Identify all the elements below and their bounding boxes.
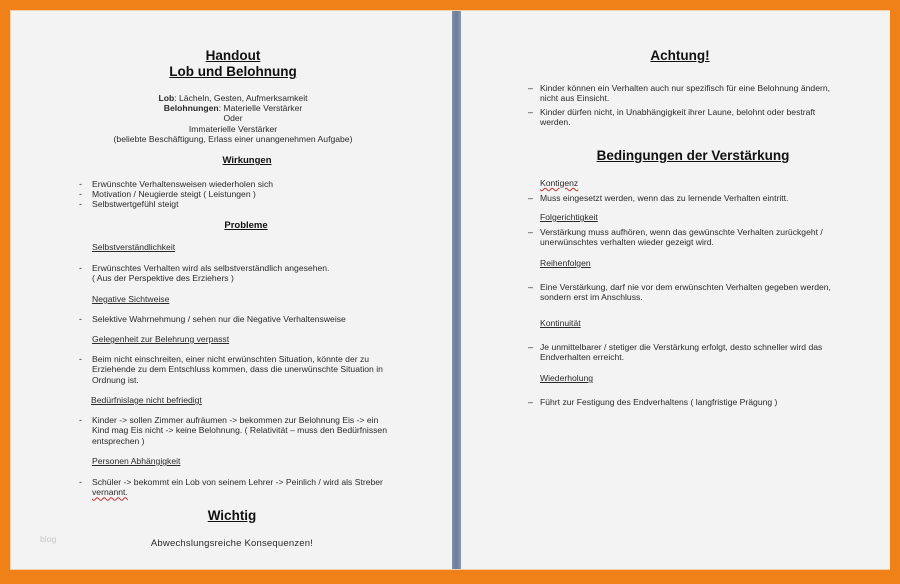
intro-lob: Lob: Lächeln, Gesten, Aufmerksamkeit xyxy=(158,93,308,103)
list-item: – Kinder können ein Verhalten auch nur spezifisch für eine Belohnung ändern, nicht aus Einsicht. xyxy=(528,83,831,104)
list-item: - Selektive Wahrnehmung / sehen nur die Negative Verhaltensweise xyxy=(79,314,346,324)
list-item: – Verstärkung muss aufhören, wenn das gewünschte Verhalten zurückgeht / unerwünschtes verhalten wieder gezeigt wird. xyxy=(528,227,823,248)
list-item: - Schüler -> bekommt ein Lob von seinem Lehrer -> Peinlich / wird als Streber vernannt. xyxy=(79,477,383,498)
watermark: blog xyxy=(40,534,57,544)
section-title: Bedürfnislage nicht befriedigt xyxy=(91,395,202,405)
section-title: Negative Sichtweise xyxy=(92,294,170,304)
list-item: – Führt zur Festigung des Endverhaltens ( langfristige Prägung ) xyxy=(528,397,778,407)
left-page xyxy=(11,11,451,569)
list-item: – Eine Verstärkung, darf nie vor dem erwünschten Verhalten gegeben werden, sondern erst im Anschluss. xyxy=(528,282,831,303)
bedingungen-heading: Bedingungen der Verstärkung xyxy=(596,148,790,163)
doc-subtitle: Lob und Belohnung xyxy=(169,64,297,79)
list-item: – Muss eingesetzt werden, wenn das zu lernende Verhalten eintritt. xyxy=(528,193,789,203)
document-viewer xyxy=(10,10,890,570)
right-page xyxy=(462,11,890,569)
wichtig-text: Abwechslungsreiche Konsequenzen! xyxy=(150,538,314,549)
section-title: Reihenfolgen xyxy=(540,258,591,268)
page-divider xyxy=(452,11,461,569)
doc-title: Handout xyxy=(205,48,261,63)
section-title: Gelegenheit zur Belehrung verpasst xyxy=(92,334,230,344)
section-title: Folgerichtigkeit xyxy=(540,212,598,222)
intro-belohnungen: Belohnungen: Materielle Verstärker xyxy=(163,103,303,113)
list-item: - Erwünschtes Verhalten wird als selbstverständlich angesehen. ( Aus der Perspektive des Erziehers ) xyxy=(79,263,330,284)
intro-oder: Oder xyxy=(223,113,243,123)
section-title: Kontigenz xyxy=(540,178,579,188)
wirkungen-heading: Wirkungen xyxy=(222,155,272,166)
list-item: - Beim nicht einschreiten, einer nicht erwünschten Situation, könnte der zu Erziehende zu dem Entschluss kommen, dass die unerwünschte Situation in Ordnung ist. xyxy=(79,354,383,385)
probleme-heading: Probleme xyxy=(224,220,268,231)
list-item: – Je unmittelbarer / stetiger die Verstärkung erfolgt, desto schneller wird das Endverhalten erreicht. xyxy=(528,342,823,363)
section-title: Kontinuität xyxy=(540,318,581,328)
wichtig-heading: Wichtig xyxy=(207,508,257,523)
list-item: - Erwünschte Verhaltensweisen wiederholen sich xyxy=(79,179,274,189)
section-title: Wiederholung xyxy=(540,373,594,383)
list-item: - Motivation / Neugierde steigt ( Leistungen ) xyxy=(79,189,256,199)
section-title: Selbstverständlichkeit xyxy=(92,242,176,252)
list-item: - Selbstwertgefühl steigt xyxy=(79,199,179,209)
list-item: - Kinder -> sollen Zimmer aufräumen -> bekommen zur Belohnung Eis -> ein Kind mag Eis nicht -> keine Belohnung. ( Relativität – muss den Bedürfnissen entsprechen ) xyxy=(79,415,387,446)
section-title: Personen Abhängigkeit xyxy=(92,456,181,466)
achtung-heading: Achtung! xyxy=(650,48,710,63)
intro-immateriell: Immaterielle Verstärker xyxy=(188,124,278,134)
intro-note: (beliebte Beschäftigung, Erlass einer unangenehmen Aufgabe) xyxy=(113,134,353,144)
list-item: – Kinder dürfen nicht, in Unabhängigkeit ihrer Laune, belohnt oder bestraft werden. xyxy=(528,107,816,128)
